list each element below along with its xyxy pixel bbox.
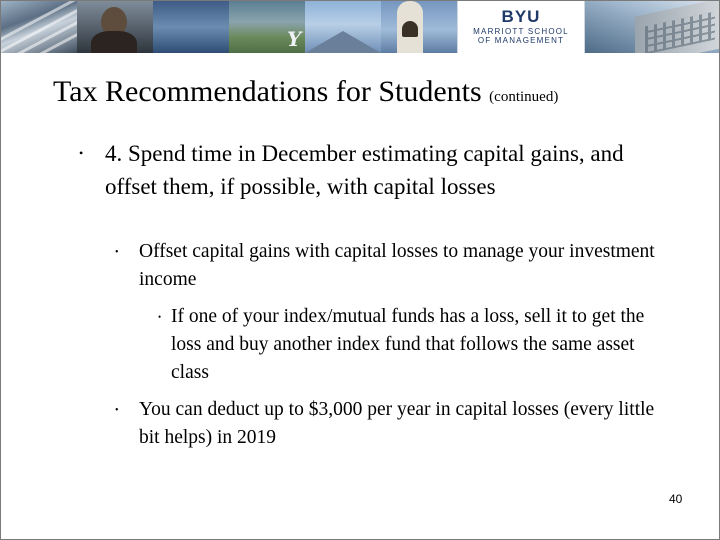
banner-photo-mountain-y: Y	[229, 1, 305, 53]
bullet-level2: •	[115, 405, 119, 416]
banner-photo-lake	[153, 1, 229, 53]
bullet-level2-text: You can deduct up to $3,000 per year in capital losses (every little bit helps) in 2019	[139, 399, 655, 448]
title-suffix: (continued)	[489, 89, 559, 105]
bullet-level3-text: If one of your index/mutual funds has a loss, sell it to get the loss and buy another index fund that follows the same asset class	[171, 306, 645, 383]
page-number: 40	[669, 492, 683, 506]
title-text: Tax Recommendations for Students	[53, 75, 482, 108]
banner-photo-building	[585, 1, 719, 53]
banner-photo-bell-tower	[381, 1, 457, 53]
logo-subtext: MARRIOTT SCHOOL OF MANAGEMENT	[473, 27, 569, 45]
bullet-level2-text: Offset capital gains with capital losses to manage your investment income	[139, 241, 655, 290]
logo-text: BYU	[501, 7, 541, 26]
byu-marriott-logo	[457, 1, 585, 53]
bullet-level1-text: 4. Spend time in December estimating capital gains, and offset them, if possible, with capital losses	[105, 141, 624, 199]
bullet-level1: •	[79, 146, 84, 160]
bullet-level3: •	[158, 312, 162, 322]
slide-title	[53, 75, 558, 109]
bullet-level2: •	[115, 247, 119, 258]
banner-photo-architecture	[1, 1, 77, 53]
banner-photo-statue	[77, 1, 153, 53]
header-banner	[1, 1, 719, 53]
banner-photo-mountains	[305, 1, 381, 53]
